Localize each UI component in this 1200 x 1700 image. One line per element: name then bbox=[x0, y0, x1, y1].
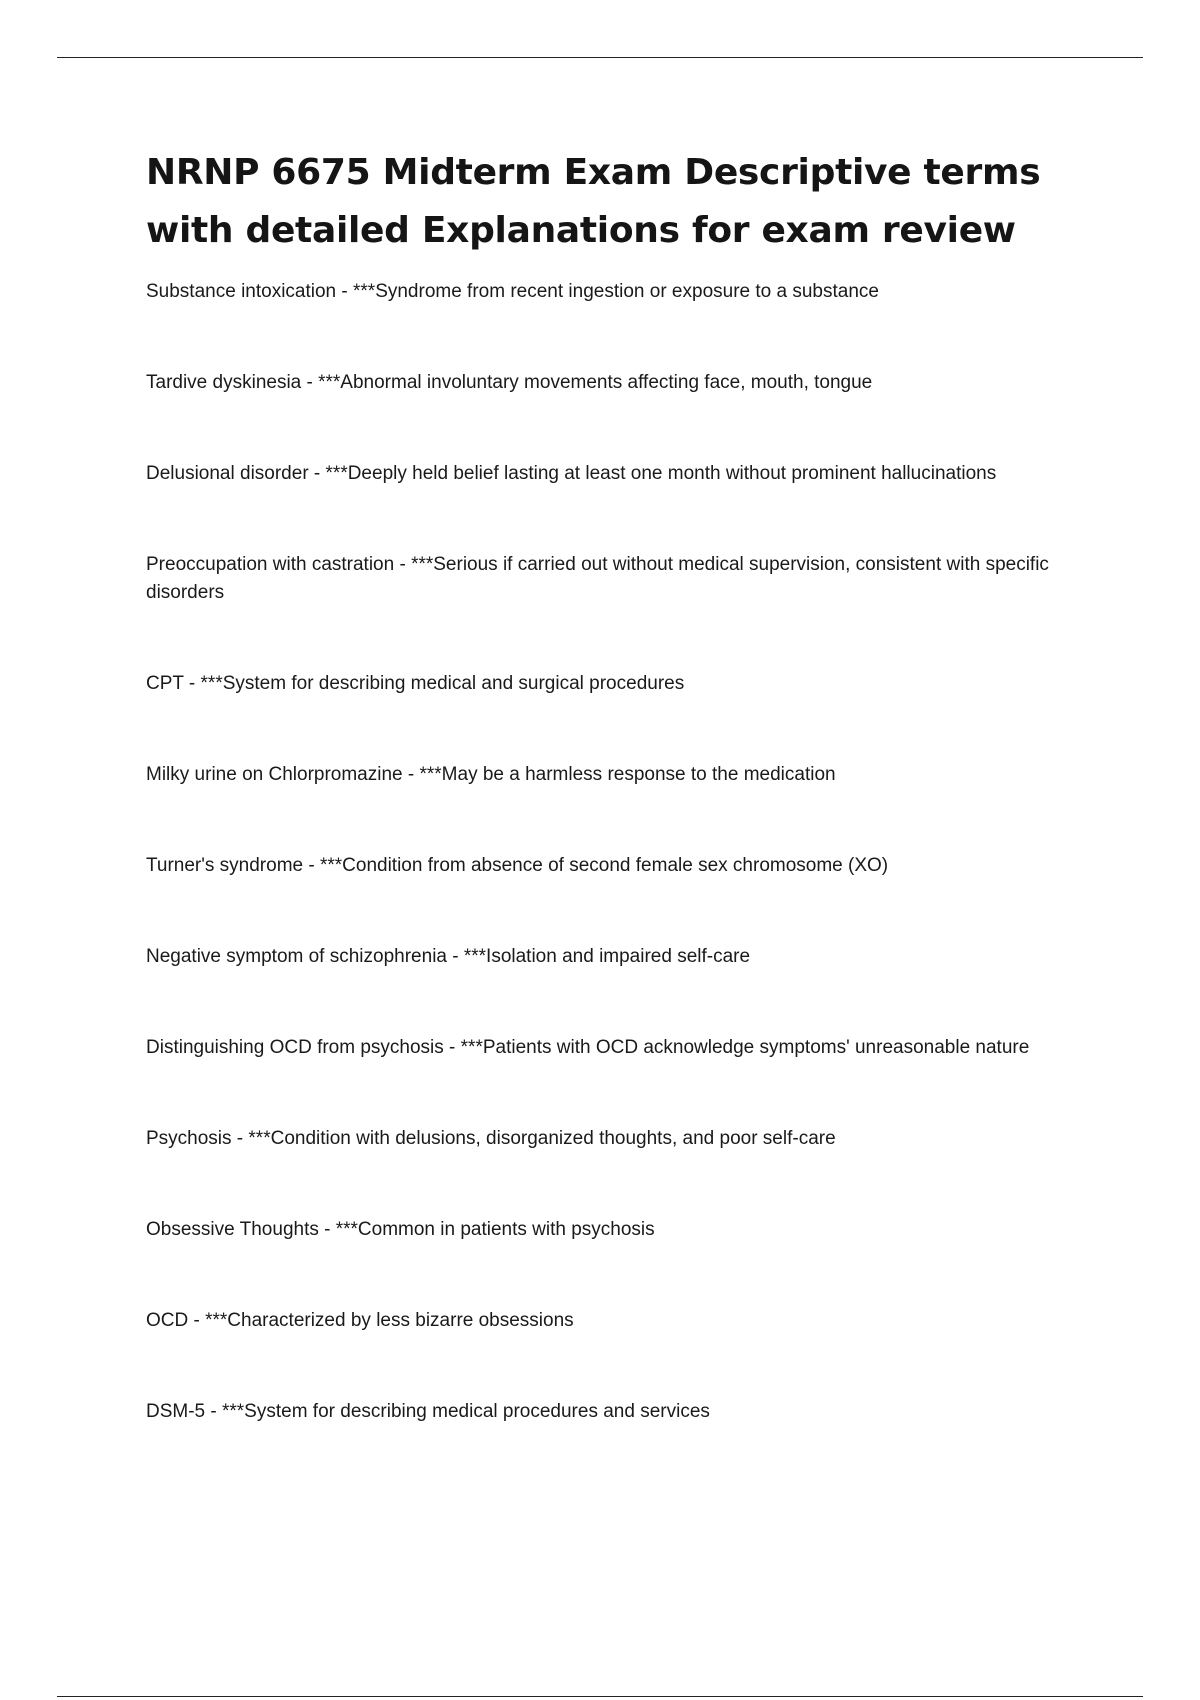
bottom-rule bbox=[57, 1696, 1143, 1697]
term-entry: DSM-5 - ***System for describing medical procedures and services bbox=[146, 1401, 710, 1422]
term-entry: Milky urine on Chlorpromazine - ***May be a harmless response to the medication bbox=[146, 764, 836, 785]
term-entry: Preoccupation with castration - ***Serious if carried out without medical supervision, consistent with specific disorders bbox=[146, 554, 1049, 603]
term-entry: Turner's syndrome - ***Condition from absence of second female sex chromosome (XO) bbox=[146, 855, 889, 876]
document-title: NRNP 6675 Midterm Exam Descriptive terms with detailed Explanations for exam review bbox=[146, 152, 1041, 251]
term-entry: Negative symptom of schizophrenia - ***Isolation and impaired self-care bbox=[146, 946, 751, 967]
term-entry: Psychosis - ***Condition with delusions, disorganized thoughts, and poor self-care bbox=[146, 1128, 836, 1149]
term-entry: CPT - ***System for describing medical and surgical procedures bbox=[146, 673, 685, 694]
term-entry: Obsessive Thoughts - ***Common in patients with psychosis bbox=[146, 1219, 655, 1240]
term-entry: Delusional disorder - ***Deeply held belief lasting at least one month without prominent hallucinations bbox=[146, 463, 997, 484]
top-rule bbox=[57, 57, 1143, 58]
term-entry: Substance intoxication - ***Syndrome from recent ingestion or exposure to a substance bbox=[146, 281, 879, 302]
term-entry: OCD - ***Characterized by less bizarre obsessions bbox=[146, 1310, 574, 1331]
term-entry: Distinguishing OCD from psychosis - ***Patients with OCD acknowledge symptoms' unreasonable nature bbox=[146, 1037, 1030, 1058]
term-entry: Tardive dyskinesia - ***Abnormal involuntary movements affecting face, mouth, tongue bbox=[146, 372, 873, 393]
